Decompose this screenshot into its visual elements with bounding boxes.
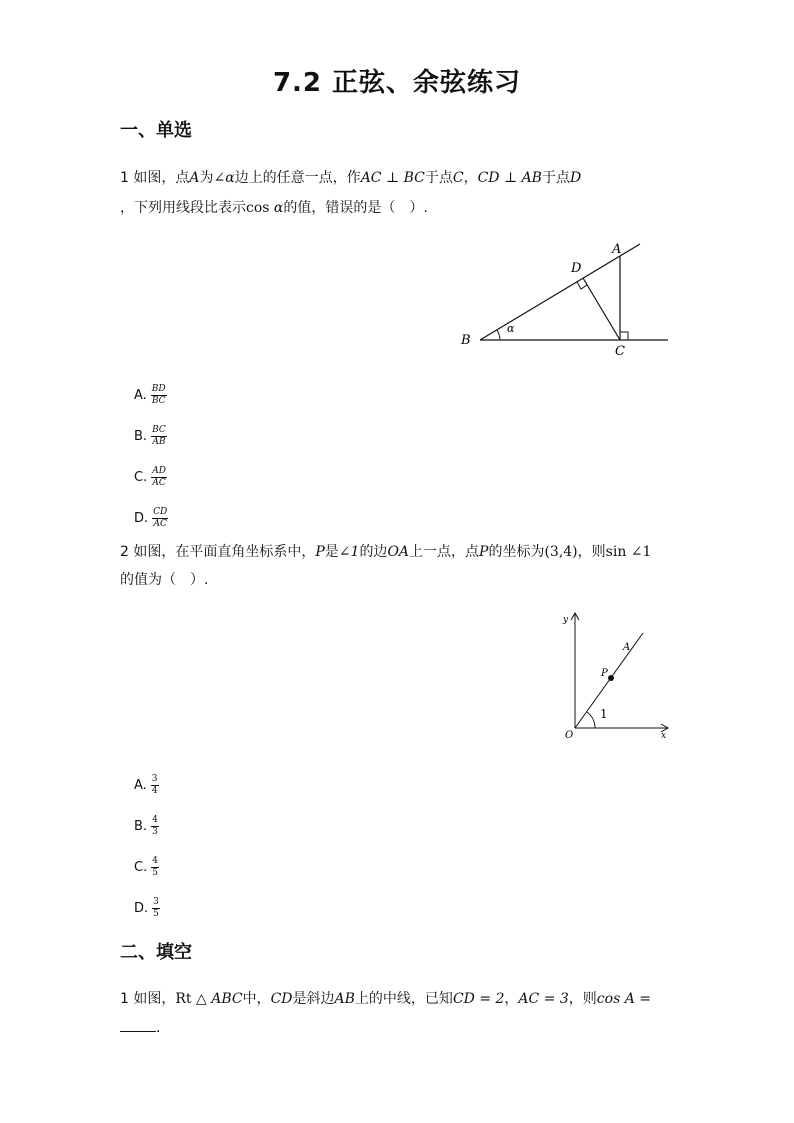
math-point: C <box>452 170 464 186</box>
fill-question-1-line-2 <box>120 1019 160 1036</box>
option-label: D. <box>134 900 149 916</box>
q-text: . <box>156 1020 161 1036</box>
fill-question-1-line-1 <box>120 991 651 1007</box>
math-symbol: α <box>273 200 284 216</box>
denominator: AC <box>152 477 166 488</box>
q-text: 如图，在平面直角坐标系中， <box>128 544 316 560</box>
label-alpha: α <box>507 322 515 335</box>
math-func: sin ∠1 <box>605 544 652 560</box>
label-d: D <box>571 261 582 276</box>
option-label: D. <box>134 510 149 526</box>
numerator: CD <box>153 506 168 517</box>
math-func: cos <box>246 200 274 216</box>
label-b: B <box>461 333 471 348</box>
label-c: C <box>615 344 625 359</box>
numerator: BD <box>151 383 166 394</box>
question-number: 2 <box>120 544 129 560</box>
fraction <box>151 425 167 448</box>
line-cd <box>583 278 620 340</box>
fraction <box>151 815 159 838</box>
page-title: 7.2 正弦、余弦练习 <box>272 68 522 98</box>
math-point: A <box>189 170 200 186</box>
q-text: 是斜边 <box>292 991 335 1007</box>
q-text: 的边 <box>359 544 388 560</box>
denominator: 5 <box>152 867 158 878</box>
math-angle: ∠α <box>213 170 235 186</box>
q-text: 是 <box>324 544 339 560</box>
math-segment: AB <box>334 991 355 1007</box>
fraction <box>152 507 168 530</box>
option-label: B. <box>134 818 148 834</box>
label-y: y <box>563 615 569 625</box>
q-text: 上的中线，已知 <box>354 991 453 1007</box>
fraction <box>151 856 159 879</box>
label-o: O <box>565 730 574 741</box>
q-text: ，下列用线段比表示 <box>120 200 246 216</box>
denominator: 4 <box>151 785 158 796</box>
denominator: AC <box>153 518 167 529</box>
math-point: P <box>479 544 489 560</box>
label-a: A <box>623 642 631 653</box>
option-label: A. <box>134 777 147 793</box>
math-expr: AC = 3 <box>518 991 569 1007</box>
option-label: B. <box>134 428 148 444</box>
numerator: 3 <box>151 773 158 784</box>
math-expr: CD ⊥ AB <box>477 170 542 186</box>
fraction <box>151 774 159 797</box>
label-x: x <box>661 731 667 741</box>
q-text: ， <box>504 991 519 1007</box>
question-number: 1 <box>120 170 129 186</box>
section-heading-fill-blank: 二、填空 <box>120 942 192 963</box>
q2-option-b[interactable] <box>134 811 159 841</box>
denominator: 3 <box>152 826 158 837</box>
numerator: 3 <box>153 896 159 907</box>
question-number: 1 <box>120 991 129 1007</box>
math-coord: (3,4) <box>544 544 578 560</box>
question-2-line-1 <box>120 544 651 560</box>
label-angle-1: 1 <box>600 707 608 721</box>
q2-option-d[interactable] <box>134 893 160 923</box>
denominator: 5 <box>153 908 159 919</box>
label-p: P <box>601 668 608 679</box>
option-label: C. <box>134 859 148 875</box>
numerator: 4 <box>152 814 158 825</box>
math-segment: CD <box>270 991 293 1007</box>
line-ba <box>480 244 640 340</box>
math-segment: OA <box>387 544 410 560</box>
math-expr: AC ⊥ BC <box>360 170 425 186</box>
fraction <box>151 384 167 407</box>
question-2-line-2 <box>120 572 208 588</box>
q-text: 上一点，点 <box>409 544 480 560</box>
numerator: BC <box>152 424 166 435</box>
denominator: AB <box>152 436 166 447</box>
q1-option-a[interactable] <box>134 380 167 410</box>
denominator: BC <box>151 395 166 406</box>
answer-blank[interactable] <box>120 1019 156 1032</box>
q-text: 的坐标为 <box>488 544 545 560</box>
math-expr: cos A = <box>596 991 651 1007</box>
question-1-line-1 <box>120 170 581 186</box>
q2-option-c[interactable] <box>134 852 159 882</box>
q-text: 为 <box>199 170 214 186</box>
numerator: AD <box>152 465 166 476</box>
math-triangle: ABC <box>211 991 243 1007</box>
q1-option-b[interactable] <box>134 421 167 451</box>
math-point: P <box>315 544 325 560</box>
q1-option-d[interactable] <box>134 503 168 533</box>
question-1-line-2 <box>120 200 428 216</box>
ray-oa <box>575 633 643 728</box>
q-text: 如图，点 <box>128 170 190 186</box>
fraction <box>151 466 167 489</box>
math-expr: CD = 2 <box>452 991 505 1007</box>
q-text: 中， <box>242 991 271 1007</box>
q-text: 于点 <box>541 170 570 186</box>
right-angle-c <box>620 332 628 340</box>
triangle-figure <box>450 236 680 360</box>
q-text: 的值，错误的是（ ）. <box>283 200 428 216</box>
q-text: 边上的任意一点，作 <box>234 170 361 186</box>
fraction <box>152 897 160 920</box>
point-p <box>608 675 614 681</box>
math-angle: ∠1 <box>338 544 360 560</box>
q-text: ，则 <box>568 991 597 1007</box>
q-text: 如图， <box>128 991 176 1007</box>
q-text: ，则 <box>577 544 606 560</box>
math-point: D <box>569 170 582 186</box>
label-a: A <box>612 242 622 257</box>
q-text: 于点 <box>424 170 453 186</box>
q-text: 的值为（ ）. <box>120 572 209 588</box>
angle-arc-alpha <box>497 330 500 340</box>
q1-option-c[interactable] <box>134 462 167 492</box>
option-label: C. <box>134 469 148 485</box>
section-heading-single-choice: 一、单选 <box>120 120 192 141</box>
option-label: A. <box>134 387 147 403</box>
q-text: ， <box>463 170 478 186</box>
math-rt: Rt △ <box>175 991 212 1007</box>
angle-arc-1 <box>587 712 595 728</box>
numerator: 4 <box>152 855 158 866</box>
q2-option-a[interactable] <box>134 770 159 800</box>
coordinate-figure <box>555 608 675 742</box>
